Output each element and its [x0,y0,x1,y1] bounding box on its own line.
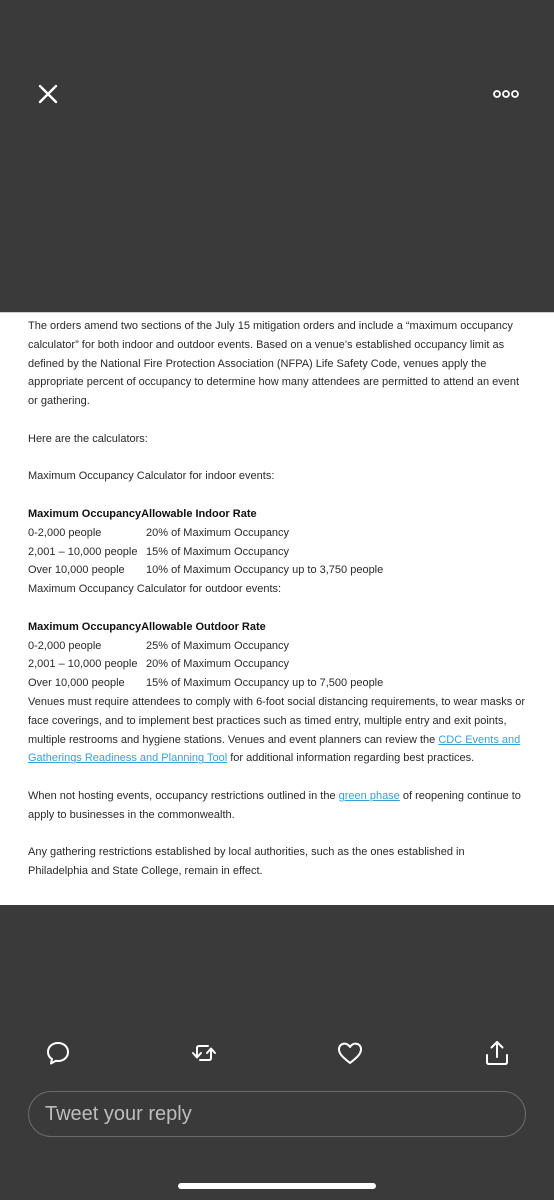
indoor-table-row [28,561,526,580]
intro-paragraph: The orders amend two sections of the July 15 mitigation orders and include a “maximum occupancy calculator” for both indoor and outdoor events. Based on a venue’s established occupancy limit as defined by the National Fire Protection Association (NFPA) Life Safety Code, venues apply the appropriate percent of occupancy to determine how many attendees are permitted to attend an event or gathering. [28,320,520,408]
reply-button[interactable] [43,1038,73,1068]
occupancy-range: 2,001 – 10,000 people [28,658,138,671]
occupancy-range: Over 10,000 people [28,677,125,690]
reply-placeholder: Tweet your reply [45,1102,192,1125]
occupancy-range: Over 10,000 people [28,564,125,577]
occupancy-range: 0-2,000 people [28,639,102,652]
indoor-table-row [28,524,526,543]
allowable-rate: 15% of Maximum Occupancy up to 7,500 people [146,677,384,690]
indoor-calculator-title: Maximum Occupancy Calculator for indoor events: [28,470,275,483]
not-hosting-text: When not hosting events, occupancy restrictions outlined in the [28,789,336,802]
heart-icon [335,1038,365,1068]
outdoor-table-header: Maximum OccupancyAllowable Outdoor Rate [28,620,266,633]
venues-text-end: for additional information regarding best practices. [230,752,475,765]
media-viewer-header [0,0,554,312]
occupancy-range: 0-2,000 people [28,526,102,539]
retweet-button[interactable] [189,1038,219,1068]
occupancy-range: 2,001 – 10,000 people [28,545,138,558]
tweet-action-bar [0,1038,554,1070]
close-button[interactable] [34,80,62,108]
allowable-rate: 10% of Maximum Occupancy up to 3,750 people [146,564,384,577]
outdoor-calculator-title: Maximum Occupancy Calculator for outdoor events: [28,583,282,596]
calculators-intro: Here are the calculators: [28,432,148,445]
not-hosting-paragraph [28,787,526,825]
like-button[interactable] [335,1038,365,1068]
outdoor-table-row [28,674,526,693]
allowable-rate: 15% of Maximum Occupancy [146,545,290,558]
more-icon [490,84,522,104]
green-phase-link[interactable]: green phase [338,789,400,802]
indoor-table-header: Maximum OccupancyAllowable Indoor Rate [28,507,257,520]
reply-input[interactable] [28,1091,526,1137]
speech-bubble-icon [43,1038,73,1068]
close-icon [34,80,62,108]
outdoor-table-row [28,637,526,656]
document-image [0,312,554,905]
venues-paragraph [28,693,526,768]
indoor-table-row [28,543,526,562]
share-button[interactable] [482,1038,512,1068]
not-hosting-text-end: of reopening continue to apply to businesses in the commonwealth. [28,789,521,821]
home-indicator[interactable] [178,1183,376,1189]
allowable-rate: 25% of Maximum Occupancy [146,639,290,652]
outdoor-table-row [28,655,526,674]
restrictions-paragraph: Any gathering restrictions established by local authorities, such as the ones established in Philadelphia and State College, remain in effect. [28,846,465,878]
retweet-icon [189,1038,219,1068]
cdc-planning-tool-link[interactable]: CDC Events and Gatherings Readiness and Planning Tool [28,733,521,765]
allowable-rate: 20% of Maximum Occupancy [146,658,290,671]
venues-text: Venues must require attendees to comply with 6-foot social distancing requirements, to wear masks or face coverings, and to implement best practices such as timed entry, multiple entry and exit points, multiple restrooms and hygiene stations. Venues and event planners can review the [28,695,526,746]
share-icon [482,1038,512,1068]
more-options-button[interactable] [490,84,522,104]
allowable-rate: 20% of Maximum Occupancy [146,526,290,539]
